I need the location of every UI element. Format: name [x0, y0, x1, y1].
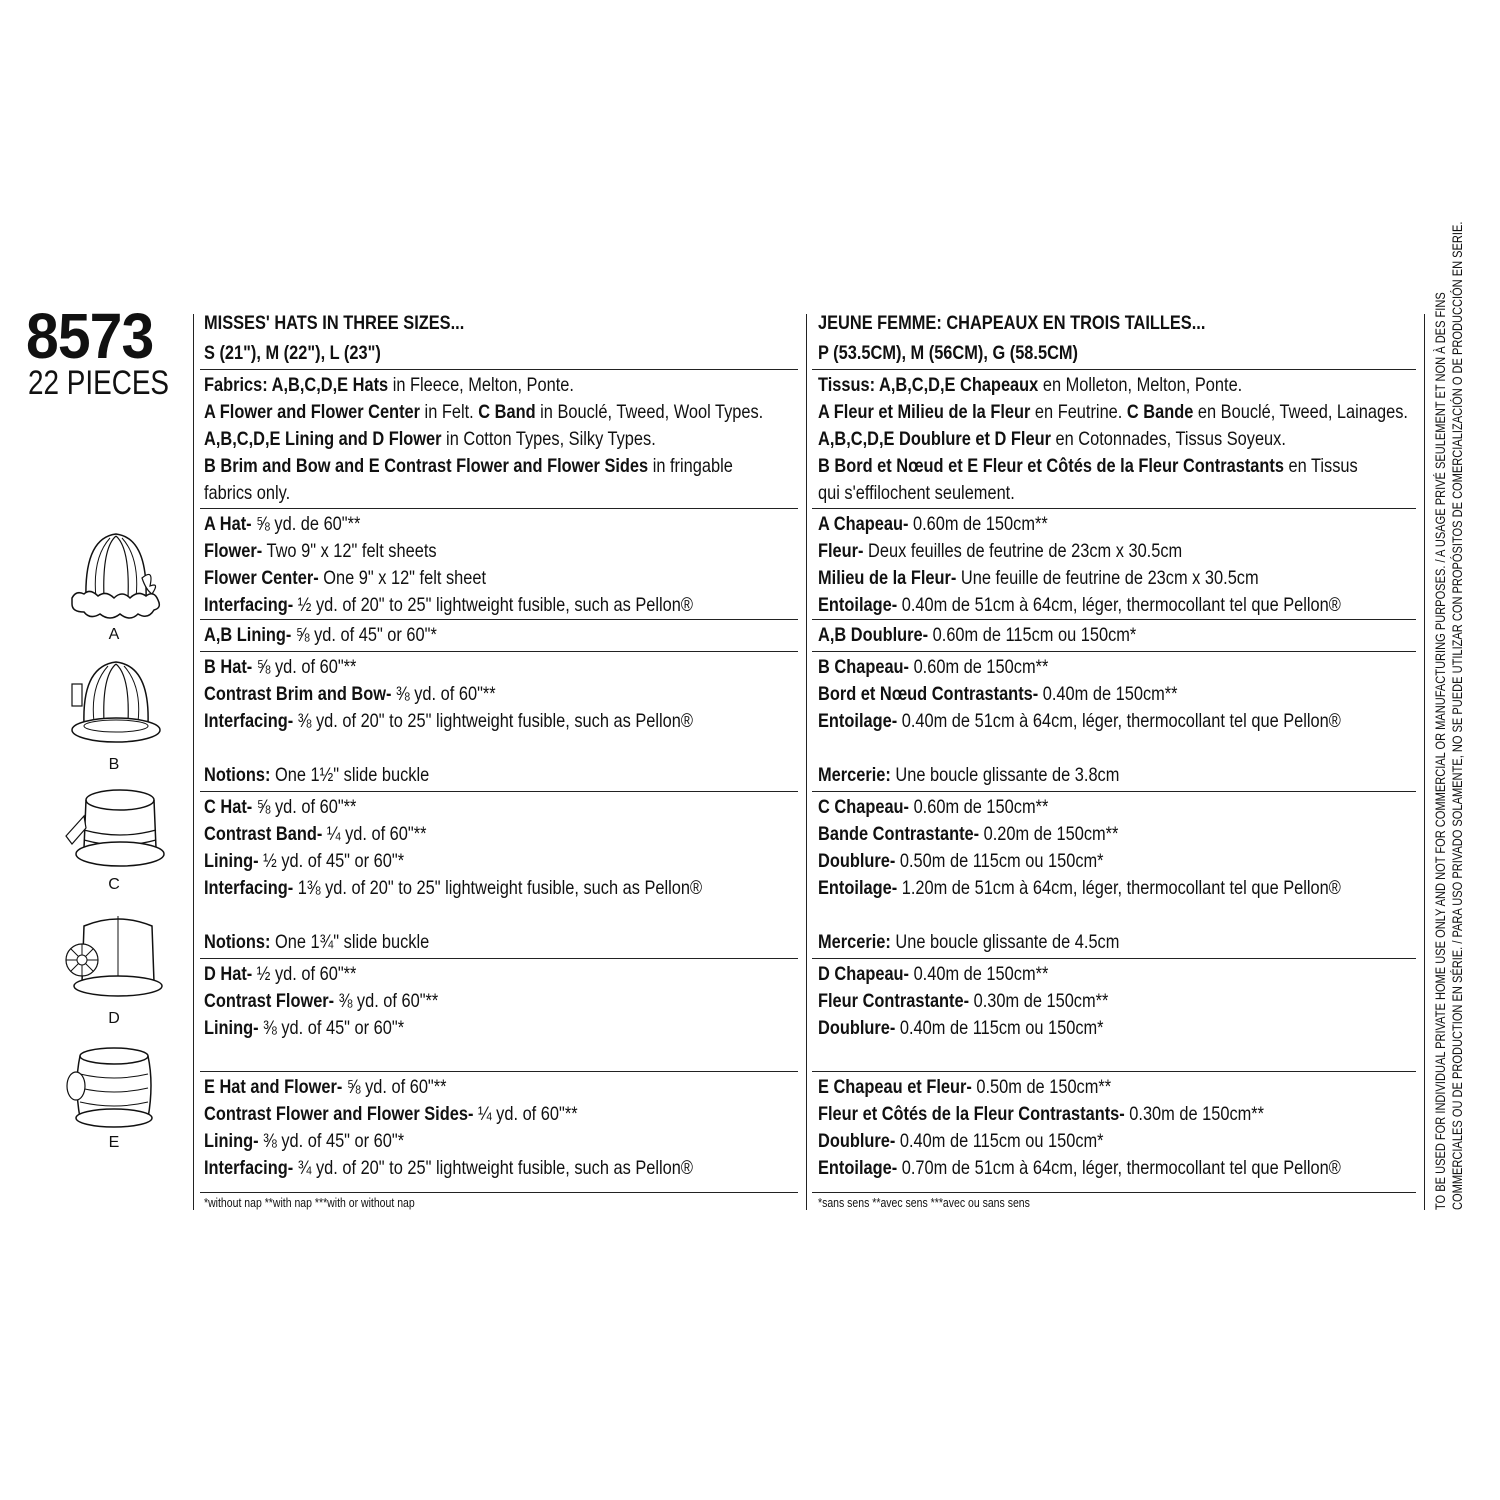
- line-text: 0.40m de 51cm à 64cm, léger, thermocollant tel que Pellon®: [897, 594, 1341, 616]
- line-text: 0.60m de 150cm**: [909, 656, 1049, 678]
- text-line: [204, 1128, 693, 1155]
- line-text: in Fleece, Melton, Ponte.: [388, 374, 574, 396]
- text-line: [204, 538, 693, 565]
- line-label: Entoilage-: [818, 710, 898, 732]
- line-text: 0.60m de 150cm**: [908, 513, 1048, 535]
- rule: [812, 958, 1416, 959]
- line-text: ⅝ yd. de 60"**: [251, 513, 361, 535]
- hat-a-illustration: [66, 528, 166, 628]
- text-line: [818, 399, 1408, 426]
- line-text: ½ yd. of 20" to 25" lightweight fusible, such as Pellon®: [293, 594, 693, 616]
- line-text: in Bouclé, Tweed, Wool Types.: [535, 401, 764, 423]
- english-section-b: [204, 654, 786, 789]
- rule: [812, 508, 1416, 509]
- text-line: [204, 1074, 693, 1101]
- line-text: en Bouclé, Tweed, Lainages.: [1193, 401, 1408, 423]
- text-line: [818, 565, 1341, 592]
- line-text: ¾ yd. of 20" to 25" lightweight fusible, such as Pellon®: [293, 1157, 693, 1179]
- text-line: [818, 453, 1408, 480]
- line-label: C Band: [478, 401, 536, 423]
- french-sizes: P (53.5CM), M (56CM), G (58.5CM): [818, 342, 1079, 364]
- line-label: A,B Doublure-: [818, 624, 929, 646]
- line-text: qui s'effilochent seulement.: [818, 482, 1015, 504]
- line-label: A,B Lining-: [204, 624, 292, 646]
- text-line: [204, 875, 702, 902]
- line-text: One 1¾" slide buckle: [270, 931, 430, 953]
- text-line: [818, 426, 1408, 453]
- rule: [200, 791, 798, 792]
- text-line: [204, 762, 693, 789]
- hat-c-illustration: [60, 786, 170, 876]
- line-text: ⅜ yd. of 20" to 25" lightweight fusible, such as Pellon®: [293, 710, 693, 732]
- line-label: Notions:: [204, 931, 271, 953]
- text-line: [818, 821, 1341, 848]
- line-text: ¼ yd. of 60"**: [473, 1103, 578, 1125]
- hat-label-b: B: [108, 756, 120, 773]
- french-section-e: [818, 1074, 1440, 1182]
- line-label: Mercerie:: [818, 764, 891, 786]
- disclaimer-line-1: TO BE USED FOR INDIVIDUAL PRIVATE HOME USE ONLY AND NOT FOR COMMERCIAL OR MANUFACTURING PURPOSES. / A USAGE PRIVÉ SEULEMENT ET NON À DES FINS: [1433, 292, 1448, 1210]
- text-line: [818, 961, 1108, 988]
- line-label: Contrast Band-: [204, 823, 323, 845]
- line-text: ⅜ yd. of 45" or 60"*: [258, 1017, 405, 1039]
- text-line: [818, 735, 1341, 762]
- text-line: [204, 622, 437, 649]
- text-line: [204, 961, 438, 988]
- english-section-ab: [204, 622, 481, 649]
- text-line: [818, 794, 1341, 821]
- text-line: [204, 735, 693, 762]
- line-label: Lining-: [204, 1130, 259, 1152]
- line-label: Bord et Nœud Contrastants-: [818, 683, 1039, 705]
- line-text: en Cotonnades, Tissus Soyeux.: [1050, 428, 1286, 450]
- line-text: 0.30m de 150cm**: [1124, 1103, 1265, 1125]
- line-label: A,B,C,D,E Lining and D Flower: [204, 428, 442, 450]
- line-label: Doublure-: [818, 1017, 896, 1039]
- line-label: B Bord et Nœud et E Fleur et Côtés de la Fleur Contrastants: [818, 455, 1284, 477]
- rule: [812, 369, 1416, 370]
- line-label: A Fleur et Milieu de la Fleur: [818, 401, 1031, 423]
- text-line: [818, 480, 1408, 507]
- line-text: ⅜ yd. of 45" or 60"*: [258, 1130, 405, 1152]
- text-line: [204, 821, 702, 848]
- rule: [200, 508, 798, 509]
- text-line: [818, 654, 1341, 681]
- french-section-d: [818, 961, 1164, 1042]
- line-label: D Hat-: [204, 963, 253, 985]
- text-line: [204, 794, 702, 821]
- french-section-c: [818, 794, 1440, 956]
- line-text: 0.20m de 150cm**: [979, 823, 1119, 845]
- line-label: B Hat-: [204, 656, 253, 678]
- line-label: Bande Contrastante-: [818, 823, 980, 845]
- rule: [812, 651, 1416, 652]
- line-text: One 1½" slide buckle: [270, 764, 430, 786]
- hat-label-a: A: [108, 626, 120, 643]
- line-label: Mercerie:: [818, 931, 891, 953]
- line-text: en Tissus: [1283, 455, 1358, 477]
- line-label: Interfacing-: [204, 710, 294, 732]
- rule: [812, 791, 1416, 792]
- text-line: [818, 538, 1341, 565]
- hat-label-c: C: [108, 876, 120, 893]
- text-line: [818, 902, 1341, 929]
- line-text: Une boucle glissante de 4.5cm: [890, 931, 1120, 953]
- line-label: E Hat and Flower-: [204, 1076, 343, 1098]
- line-label: Lining-: [204, 850, 259, 872]
- text-line: [818, 1128, 1341, 1155]
- line-text: fabrics only.: [204, 482, 291, 504]
- english-section-c: [204, 794, 797, 956]
- usage-disclaimer: [1432, 221, 1472, 1210]
- pieces-count: 22 PIECES: [28, 364, 170, 402]
- french-section-b: [818, 654, 1440, 789]
- line-label: A Hat-: [204, 513, 252, 535]
- text-line: [204, 1155, 693, 1182]
- line-label: Fleur-: [818, 540, 864, 562]
- text-line: [204, 453, 763, 480]
- text-line: [204, 399, 763, 426]
- line-label: Interfacing-: [204, 877, 294, 899]
- line-label: Interfacing-: [204, 1157, 294, 1179]
- text-line: [204, 654, 693, 681]
- text-line: [204, 592, 693, 619]
- line-label: B Chapeau-: [818, 656, 910, 678]
- text-line: [204, 511, 693, 538]
- line-text: ⅜ yd. of 60"**: [334, 990, 439, 1012]
- text-line: [818, 848, 1341, 875]
- hat-label-d: D: [108, 1010, 120, 1027]
- line-text: Two 9" x 12" felt sheets: [262, 540, 437, 562]
- english-section-a: [204, 511, 786, 619]
- line-text: 0.40m de 51cm à 64cm, léger, thermocollant tel que Pellon®: [897, 710, 1341, 732]
- line-text: ¼ yd. of 60"**: [322, 823, 427, 845]
- rule: [200, 369, 798, 370]
- line-text: ½ yd. of 60"**: [252, 963, 357, 985]
- rule: [200, 1192, 798, 1193]
- text-line: [818, 1155, 1341, 1182]
- english-title: MISSES' HATS IN THREE SIZES...: [204, 312, 465, 334]
- line-label: Entoilage-: [818, 877, 898, 899]
- line-text: ⅝ yd. of 60"**: [252, 796, 357, 818]
- hat-e-illustration: [62, 1044, 162, 1134]
- line-label: Fabrics: A,B,C,D,E Hats: [204, 374, 389, 396]
- text-line: [204, 1015, 438, 1042]
- text-line: [204, 902, 702, 929]
- french-footnote: *sans sens **avec sens ***avec ou sans sens: [818, 1196, 1030, 1210]
- text-line: [204, 708, 693, 735]
- text-line: [818, 875, 1341, 902]
- line-text: ½ yd. of 45" or 60"*: [258, 850, 405, 872]
- rule: [812, 1192, 1416, 1193]
- text-line: [818, 511, 1341, 538]
- line-text: in Felt.: [420, 401, 479, 423]
- text-line: [818, 1015, 1108, 1042]
- text-line: [204, 681, 693, 708]
- text-line: [204, 426, 763, 453]
- rule: [812, 1071, 1416, 1072]
- line-label: Interfacing-: [204, 594, 294, 616]
- line-text: 0.50m de 115cm ou 150cm*: [895, 850, 1104, 872]
- line-label: A,B,C,D,E Doublure et D Fleur: [818, 428, 1051, 450]
- text-line: [818, 372, 1408, 399]
- line-text: Une boucle glissante de 3.8cm: [890, 764, 1120, 786]
- hat-label-e: E: [108, 1134, 120, 1151]
- line-text: 0.30m de 150cm**: [969, 990, 1109, 1012]
- line-text: 1.20m de 51cm à 64cm, léger, thermocollant tel que Pellon®: [897, 877, 1341, 899]
- line-text: in fringable: [648, 455, 733, 477]
- text-line: [818, 681, 1341, 708]
- line-text: in Cotton Types, Silky Types.: [441, 428, 656, 450]
- line-text: Deux feuilles de feutrine de 23cm x 30.5cm: [863, 540, 1183, 562]
- text-line: [204, 848, 702, 875]
- text-line: [818, 929, 1341, 956]
- line-text: 0.40m de 150cm**: [909, 963, 1049, 985]
- text-line: [818, 1101, 1341, 1128]
- text-line: [204, 565, 693, 592]
- hat-d-illustration: [58, 912, 168, 1012]
- line-text: 0.40m de 150cm**: [1038, 683, 1178, 705]
- line-label: Fleur et Côtés de la Fleur Contrastants-: [818, 1103, 1125, 1125]
- line-label: Fleur Contrastante-: [818, 990, 970, 1012]
- rule: [200, 958, 798, 959]
- text-line: [204, 372, 763, 399]
- line-label: C Bande: [1126, 401, 1194, 423]
- pattern-number: 8573: [26, 300, 154, 372]
- line-text: ⅝ yd. of 60"**: [342, 1076, 447, 1098]
- hat-b-illustration: [66, 658, 166, 748]
- line-text: 1⅜ yd. of 20" to 25" lightweight fusible, such as Pellon®: [293, 877, 703, 899]
- english-footnote: *without nap **with nap ***with or without nap: [204, 1196, 415, 1210]
- line-text: 0.70m de 51cm à 64cm, léger, thermocollant tel que Pellon®: [897, 1157, 1341, 1179]
- rule: [200, 1071, 798, 1072]
- rule: [812, 619, 1416, 620]
- text-line: [204, 929, 702, 956]
- line-label: Flower-: [204, 540, 263, 562]
- text-line: [818, 622, 1136, 649]
- line-label: C Hat-: [204, 796, 253, 818]
- french-section-a: [818, 511, 1440, 619]
- english-fabrics: [204, 372, 870, 507]
- line-text: en Feutrine.: [1030, 401, 1127, 423]
- line-label: Entoilage-: [818, 1157, 898, 1179]
- english-sizes: S (21"), M (22"), L (23"): [204, 342, 381, 364]
- line-text: 0.40m de 115cm ou 150cm*: [895, 1017, 1104, 1039]
- rule: [200, 651, 798, 652]
- line-text: 0.60m de 150cm**: [909, 796, 1049, 818]
- line-label: Entoilage-: [818, 594, 898, 616]
- line-label: Flower Center-: [204, 567, 319, 589]
- line-label: A Chapeau-: [818, 513, 909, 535]
- rule: [200, 619, 798, 620]
- line-label: Contrast Flower-: [204, 990, 335, 1012]
- line-label: D Chapeau-: [818, 963, 910, 985]
- french-section-ab: [818, 622, 1197, 649]
- text-line: [818, 762, 1341, 789]
- text-line: [818, 592, 1341, 619]
- line-label: Contrast Flower and Flower Sides-: [204, 1103, 474, 1125]
- line-label: B Brim and Bow and E Contrast Flower and Flower Sides: [204, 455, 649, 477]
- line-label: Doublure-: [818, 850, 896, 872]
- text-line: [204, 1101, 693, 1128]
- line-text: en Molleton, Melton, Ponte.: [1038, 374, 1243, 396]
- line-label: C Chapeau-: [818, 796, 910, 818]
- line-label: Lining-: [204, 1017, 259, 1039]
- line-label: E Chapeau et Fleur-: [818, 1076, 972, 1098]
- french-title: JEUNE FEMME: CHAPEAUX EN TROIS TAILLES...: [818, 312, 1206, 334]
- english-section-e: [204, 1074, 786, 1182]
- divider-left: [193, 314, 194, 1210]
- line-label: Contrast Brim and Bow-: [204, 683, 392, 705]
- text-line: [818, 1074, 1341, 1101]
- line-label: Doublure-: [818, 1130, 896, 1152]
- line-label: A Flower and Flower Center: [204, 401, 421, 423]
- line-text: One 9" x 12" felt sheet: [318, 567, 487, 589]
- line-label: Milieu de la Fleur-: [818, 567, 957, 589]
- line-text: 0.40m de 115cm ou 150cm*: [895, 1130, 1104, 1152]
- line-text: Une feuille de feutrine de 23cm x 30.5cm: [956, 567, 1259, 589]
- disclaimer-line-2: COMMERCIALES OU DE PRODUCTION EN SÉRIE. / PARA USO PRIVADO SOLAMENTE, NO SE PUEDE UTILIZAR CON PROPÓSITOS DE COMERCIALIZACIÓN O DE PRODUCCIÓN EN SERIE.: [1450, 221, 1465, 1210]
- text-line: [204, 480, 763, 507]
- text-line: [818, 708, 1341, 735]
- line-label: Tissus: A,B,C,D,E Chapeaux: [818, 374, 1039, 396]
- text-line: [818, 988, 1108, 1015]
- line-text: ⅜ yd. of 60"**: [391, 683, 496, 705]
- line-text: ⅝ yd. of 60"**: [252, 656, 357, 678]
- line-text: 0.50m de 150cm**: [971, 1076, 1112, 1098]
- line-text: ⅝ yd. of 45" or 60"*: [291, 624, 437, 646]
- line-label: Notions:: [204, 764, 271, 786]
- line-text: 0.60m de 115cm ou 150cm*: [928, 624, 1137, 646]
- english-section-d: [204, 961, 483, 1042]
- french-fabrics: [818, 372, 1500, 507]
- text-line: [204, 988, 438, 1015]
